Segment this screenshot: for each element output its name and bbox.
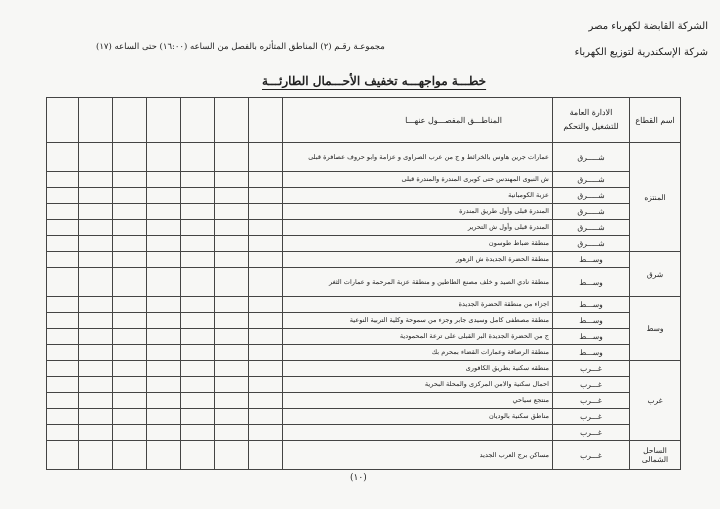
table-row: [47, 393, 681, 409]
blank-cell: [147, 425, 181, 441]
blank-cell: [147, 297, 181, 313]
blank-cell: [79, 297, 113, 313]
table-row: [47, 345, 681, 361]
blank-cell: [215, 172, 249, 188]
blank-cell: [181, 441, 215, 470]
blank-cell: [147, 204, 181, 220]
sector-cell: وسط: [630, 297, 681, 361]
blank-cell: [147, 143, 181, 172]
blank-cell: [79, 220, 113, 236]
table-row: [47, 409, 681, 425]
blank-cell: [113, 425, 147, 441]
blank-cell: [215, 441, 249, 470]
blank-cell: [215, 252, 249, 268]
blank-cell: [47, 313, 79, 329]
blank-cell: [249, 425, 283, 441]
admin-cell: شـــــرق: [553, 236, 630, 252]
blank-cell: [47, 172, 79, 188]
blank-cell: [79, 345, 113, 361]
blank-cell: [215, 377, 249, 393]
area-cell: ج من الحضرة الجديدة البر القبلى على ترعة المحمودية: [283, 329, 553, 345]
table-row: [47, 361, 681, 377]
area-cell: مناطق سكنية بالوديان: [283, 409, 553, 425]
blank-cell: [181, 313, 215, 329]
area-cell: منطقة الحضرة الجديدة ش الزهور: [283, 252, 553, 268]
sector-cell: المنتزه: [630, 143, 681, 252]
blank-cell: [181, 143, 215, 172]
blank-cell: [47, 188, 79, 204]
area-cell: منتجع سياحي: [283, 393, 553, 409]
admin-cell: وســـط: [553, 252, 630, 268]
sector-cell: شرق: [630, 252, 681, 297]
blank-cell: [47, 345, 79, 361]
table-row: [47, 220, 681, 236]
load-shedding-table: [46, 97, 681, 470]
blank-cell: [181, 425, 215, 441]
group-line: مجموعـة رقـم (٢) المناطق المتأثره بالفصل من الساعه (١٦:٠٠) حتى الساعه (١٧): [96, 42, 385, 52]
blank-cell: [113, 268, 147, 297]
blank-cell: [215, 268, 249, 297]
blank-cell: [215, 329, 249, 345]
blank-cell: [147, 172, 181, 188]
blank-cell: [147, 313, 181, 329]
blank-cell: [215, 143, 249, 172]
blank-cell: [215, 313, 249, 329]
header-sector: اسم القطاع: [630, 98, 681, 143]
table-body: [47, 143, 681, 470]
area-cell: منطقة ضباط طوسون: [283, 236, 553, 252]
blank-cell: [147, 345, 181, 361]
blank-cell: [79, 188, 113, 204]
blank-cell: [249, 236, 283, 252]
table-row: [47, 172, 681, 188]
blank-cell: [113, 252, 147, 268]
blank-cell: [181, 268, 215, 297]
table-row: [47, 268, 681, 297]
blank-cell: [147, 441, 181, 470]
blank-cell: [113, 361, 147, 377]
blank-cell: [181, 329, 215, 345]
table-row: [47, 441, 681, 470]
blank-cell: [79, 441, 113, 470]
blank-cell: [113, 297, 147, 313]
admin-cell: وســـط: [553, 297, 630, 313]
blank-cell: [147, 268, 181, 297]
blank-cell: [47, 441, 79, 470]
blank-cell: [113, 220, 147, 236]
table-row: [47, 252, 681, 268]
blank-cell: [249, 268, 283, 297]
blank-header: [79, 98, 113, 143]
admin-cell: وســـط: [553, 268, 630, 297]
area-cell: اجزاء من منطقة الحضرة الجديدة: [283, 297, 553, 313]
blank-cell: [113, 409, 147, 425]
table-row: [47, 377, 681, 393]
area-cell: احمال سكنية والامن المركزى والمحلة البحرية: [283, 377, 553, 393]
blank-cell: [47, 204, 79, 220]
blank-cell: [113, 204, 147, 220]
blank-cell: [249, 393, 283, 409]
blank-cell: [47, 268, 79, 297]
blank-cell: [147, 236, 181, 252]
company-header: [575, 14, 708, 66]
blank-cell: [249, 377, 283, 393]
blank-header: [147, 98, 181, 143]
area-cell: [283, 425, 553, 441]
admin-cell: شـــــرق: [553, 220, 630, 236]
blank-cell: [79, 172, 113, 188]
blank-cell: [47, 252, 79, 268]
area-cell: منطقه سكنية بطريق الكافورى: [283, 361, 553, 377]
sector-cell: غرب: [630, 361, 681, 441]
blank-cell: [147, 377, 181, 393]
blank-cell: [215, 297, 249, 313]
blank-cell: [113, 377, 147, 393]
document-title: خطـــة مواجهـــه تخفيف الأحـــمال الطارئـــة: [262, 74, 487, 88]
admin-cell: وســـط: [553, 345, 630, 361]
blank-cell: [47, 377, 79, 393]
holding-company-name: الشركة القابضة لكهرباء مصر: [588, 21, 708, 32]
blank-cell: [147, 220, 181, 236]
blank-cell: [79, 409, 113, 425]
blank-cell: [249, 172, 283, 188]
blank-header: [113, 98, 147, 143]
header-admin: الادارة العامة للتشغيل والتحكم: [553, 98, 630, 143]
blank-cell: [113, 441, 147, 470]
admin-cell: وســـط: [553, 313, 630, 329]
blank-cell: [249, 345, 283, 361]
blank-cell: [249, 409, 283, 425]
admin-cell: غـــرب: [553, 393, 630, 409]
admin-cell: شـــــرق: [553, 204, 630, 220]
blank-cell: [249, 204, 283, 220]
blank-cell: [181, 172, 215, 188]
area-cell: عزبة الكومبانية: [283, 188, 553, 204]
area-cell: مساكن برج العرب الجديد: [283, 441, 553, 470]
blank-cell: [249, 329, 283, 345]
distribution-company-name: شركة الإسكندرية لتوزيع الكهرباء: [574, 47, 708, 58]
blank-cell: [47, 409, 79, 425]
blank-cell: [215, 409, 249, 425]
admin-cell: غـــرب: [553, 409, 630, 425]
table-row: [47, 143, 681, 172]
admin-cell: شـــــرق: [553, 172, 630, 188]
blank-cell: [249, 361, 283, 377]
blank-cell: [181, 393, 215, 409]
blank-cell: [47, 361, 79, 377]
area-cell: ش النبوى المهندس حتى كوبرى المندرة والمندرة قبلى: [283, 172, 553, 188]
blank-header: [181, 98, 215, 143]
blank-cell: [181, 236, 215, 252]
blank-cell: [47, 393, 79, 409]
area-cell: المندرة قبلى وأول طريق المندرة: [283, 204, 553, 220]
blank-cell: [249, 441, 283, 470]
blank-cell: [181, 220, 215, 236]
blank-cell: [47, 329, 79, 345]
blank-cell: [79, 361, 113, 377]
blank-header: [215, 98, 249, 143]
blank-cell: [113, 172, 147, 188]
blank-cell: [79, 143, 113, 172]
blank-cell: [47, 297, 79, 313]
blank-cell: [181, 345, 215, 361]
blank-cell: [181, 252, 215, 268]
blank-cell: [79, 313, 113, 329]
blank-cell: [215, 236, 249, 252]
blank-cell: [181, 361, 215, 377]
blank-cell: [79, 425, 113, 441]
blank-cell: [47, 236, 79, 252]
blank-cell: [47, 425, 79, 441]
table-row: [47, 236, 681, 252]
admin-cell: شـــــرق: [553, 143, 630, 172]
blank-cell: [113, 329, 147, 345]
admin-cell: شـــــرق: [553, 188, 630, 204]
blank-cell: [113, 393, 147, 409]
area-cell: المندرة قبلى وأول ش التحرير: [283, 220, 553, 236]
blank-cell: [181, 377, 215, 393]
blank-cell: [79, 252, 113, 268]
table-row: [47, 188, 681, 204]
table-row: [47, 425, 681, 441]
blank-cell: [249, 188, 283, 204]
blank-cell: [47, 220, 79, 236]
blank-cell: [181, 188, 215, 204]
blank-cell: [147, 409, 181, 425]
blank-cell: [147, 252, 181, 268]
blank-cell: [249, 313, 283, 329]
blank-cell: [147, 393, 181, 409]
blank-cell: [113, 313, 147, 329]
blank-cell: [249, 143, 283, 172]
blank-cell: [113, 236, 147, 252]
blank-cell: [215, 204, 249, 220]
area-cell: عمارات جرين هاوس بالخرائط و ج من عرب الصراوى و عزامة وابو حروف عصافرة قبلى: [283, 143, 553, 172]
blank-header: [47, 98, 79, 143]
header-areas: المناطـــق المفصـــول عنهـــا: [283, 98, 553, 143]
blank-cell: [249, 297, 283, 313]
blank-cell: [215, 393, 249, 409]
blank-cell: [147, 188, 181, 204]
admin-cell: غـــرب: [553, 361, 630, 377]
blank-cell: [113, 345, 147, 361]
area-cell: منطقة نادي الصيد و خلف مصنع الطاطين و منطقة عزبة المرحمة و عمارات الثغر: [283, 268, 553, 297]
admin-cell: غـــرب: [553, 377, 630, 393]
blank-cell: [181, 297, 215, 313]
blank-cell: [79, 236, 113, 252]
area-cell: منطقة مصطفى كامل وسيدى جابر وجزء من سموحة وكلية التربية النوعية: [283, 313, 553, 329]
table-header-row: [47, 98, 681, 143]
blank-cell: [79, 329, 113, 345]
table-row: [47, 313, 681, 329]
blank-cell: [113, 188, 147, 204]
blank-cell: [215, 188, 249, 204]
blank-cell: [147, 361, 181, 377]
sector-cell: الساحل الشمالى: [630, 441, 681, 470]
area-cell: منطقة الرصافة وعمارات القضاء بمحرم بك: [283, 345, 553, 361]
blank-cell: [79, 393, 113, 409]
page-number: (١٠): [350, 473, 367, 483]
admin-cell: غـــرب: [553, 425, 630, 441]
admin-cell: غـــرب: [553, 441, 630, 470]
blank-cell: [215, 345, 249, 361]
blank-cell: [113, 143, 147, 172]
admin-cell: وســـط: [553, 329, 630, 345]
blank-cell: [215, 220, 249, 236]
blank-cell: [47, 143, 79, 172]
blank-cell: [249, 220, 283, 236]
blank-cell: [181, 204, 215, 220]
blank-cell: [215, 425, 249, 441]
blank-header: [249, 98, 283, 143]
table-row: [47, 329, 681, 345]
table-row: [47, 297, 681, 313]
blank-cell: [181, 409, 215, 425]
blank-cell: [79, 268, 113, 297]
blank-cell: [249, 252, 283, 268]
table-row: [47, 204, 681, 220]
blank-cell: [79, 377, 113, 393]
blank-cell: [215, 361, 249, 377]
blank-cell: [147, 329, 181, 345]
blank-cell: [79, 204, 113, 220]
